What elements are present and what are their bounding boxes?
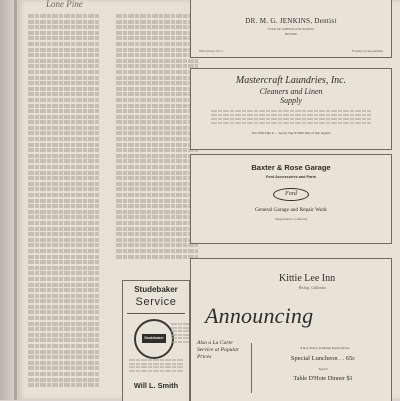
kittie-location: Bishop, California bbox=[299, 286, 326, 290]
kittie-policy: A New Policy in Dining Room Service bbox=[300, 346, 350, 350]
jenkins-evenings: Evenings by Appointment bbox=[351, 49, 383, 53]
studebaker-title: Studebaker bbox=[134, 285, 178, 294]
jenkins-hours: Office Hours: 9 to 5 bbox=[199, 49, 224, 53]
ford-logo: Ford bbox=[273, 188, 309, 201]
studebaker-divider bbox=[127, 313, 185, 314]
baxter-service: General Garage and Repair Work bbox=[255, 207, 327, 213]
kittie-special-label: Special bbox=[318, 367, 328, 371]
mastercraft-footer: You Will Like It — Get in Touch With One of Our Agents bbox=[251, 131, 331, 135]
jenkins-ad bbox=[190, 0, 392, 58]
text-column-2 bbox=[116, 14, 198, 260]
studebaker-emblem-label: Studebaker bbox=[142, 334, 166, 343]
mastercraft-tagline: Cleaners and Linen Supply bbox=[259, 87, 323, 105]
binding-shadow bbox=[14, 0, 17, 400]
jenkins-subtitle: STAR OF AMERICA BUILDING BISHOP bbox=[267, 27, 315, 36]
kittie-divider bbox=[251, 343, 252, 393]
kittie-headline: Announcing bbox=[205, 303, 314, 328]
newspaper-page bbox=[18, 0, 400, 400]
text-column-1 bbox=[28, 14, 100, 389]
column-heading: Lone Pine bbox=[46, 0, 83, 9]
baxter-rose-ad bbox=[190, 154, 392, 244]
baxter-subtitle: Ford Accessories and Parts bbox=[265, 175, 317, 179]
mastercraft-ad bbox=[190, 68, 392, 150]
kittie-dinner: Table D'Hote Dinner $1 bbox=[293, 375, 353, 382]
jenkins-name: DR. M. G. JENKINS, Dentist bbox=[245, 17, 337, 25]
studebaker-service: Service bbox=[135, 296, 177, 308]
kittie-lee-ad bbox=[190, 258, 392, 401]
baxter-title: Baxter & Rose Garage bbox=[251, 163, 331, 172]
studebaker-ad bbox=[122, 280, 190, 401]
studebaker-emblem-icon bbox=[134, 319, 174, 359]
studebaker-dealer-name: Will L. Smith bbox=[133, 381, 179, 390]
mastercraft-title: Mastercraft Laundries, Inc. bbox=[235, 75, 347, 86]
kittie-left-text: Also a La Carte Service at Popular Prices bbox=[197, 340, 239, 360]
studebaker-bottom-text bbox=[123, 359, 189, 373]
kittie-luncheon: Special Luncheon . . 65c bbox=[290, 355, 356, 362]
baxter-location: Independence, California bbox=[274, 217, 308, 221]
mastercraft-agent-list bbox=[211, 110, 371, 126]
studebaker-body-text bbox=[171, 323, 189, 344]
kittie-title: Kittie Lee Inn bbox=[279, 273, 336, 284]
